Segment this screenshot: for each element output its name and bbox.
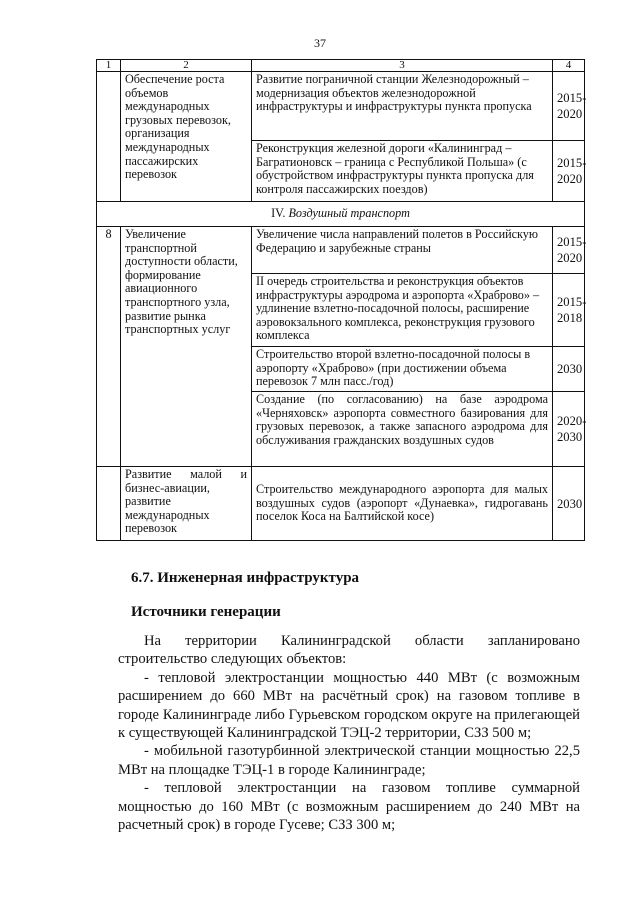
- subheading: Источники генерации: [131, 604, 281, 620]
- measure-cell: Увеличение числа направлений полетов в Российскую Федерацию и зарубежные страны: [252, 227, 553, 274]
- measure-cell: Строительство международного аэропорта для малых воздушных судов (аэропорт «Дунаевка», гидрогавань поселок Коса на Балтийской косе): [252, 467, 553, 541]
- measure-cell: Развитие пограничной станции Железнодорожный – модернизация объектов железнодорожной инфраструктуры и инфраструктуры пункта пропуска: [252, 72, 553, 141]
- table-header-row: [97, 60, 585, 72]
- measure-cell: II очередь строительства и реконструкция объектов инфраструктуры аэродрома и аэропорта «Храброво» – удлинение взлетно-посадочной полосы, расширение аэровокзального комплекса, реконструкция грузового комплекса: [252, 274, 553, 347]
- years-cell: 2015-2020: [553, 72, 585, 141]
- row-number-cell: [97, 72, 121, 202]
- measure-cell: Реконструкция железной дороги «Калининград – Багратионовск – граница с Республикой Польша» (с обустройством инфраструктуры пункта пропуска для контроля пассажирских поездов): [252, 141, 553, 202]
- list-item: - тепловой электростанции мощностью 440 МВт (с возможным расширением до 660 МВт на расчётный срок) на газовом топливе в городе Калининграде либо Гурьевском городском округе на прилегающей к существующей Калининградской ТЭЦ-2 территории, СЗЗ 500 м;: [118, 669, 580, 742]
- section-title-cell: [97, 202, 585, 227]
- section-title: Воздушный транспорт: [288, 206, 410, 221]
- header-cell: 4: [553, 60, 585, 72]
- header-cell: 1: [97, 60, 121, 72]
- table-row: [97, 227, 585, 274]
- years-cell: 2015-2020: [553, 227, 585, 274]
- measure-cell: Создание (по согласованию) на базе аэродрома «Черняховск» аэропорта совместного базирования для грузовых перевозок, а также запасного аэродрома для обслуживания гражданских воздушных судов: [252, 392, 553, 467]
- body-text: [118, 632, 580, 834]
- list-item: - тепловой электростанции на газовом топливе суммарной мощностью до 160 МВт (с возможным расширением до 240 МВт на расчетный срок) в городе Гусеве; СЗЗ 300 м;: [118, 780, 580, 834]
- section-heading: 6.7. Инженерная инфраструктура: [131, 570, 360, 586]
- paragraph-intro: На территории Калининградской области запланировано строительство следующих объектов:: [118, 633, 580, 668]
- row-number-cell: [97, 467, 121, 541]
- list-item: - мобильной газотурбинной электрической станции мощностью 22,5 МВт на площадке ТЭЦ-1 в городе Калининграде;: [118, 743, 580, 778]
- row-number-cell: 8: [97, 227, 121, 467]
- goal-cell: Обеспечение роста объемов международных грузовых перевозок, организация международных пассажирских перевозок: [121, 72, 252, 202]
- table-section-row: [97, 202, 585, 227]
- transport-plan-table: [96, 59, 585, 541]
- header-cell: 2: [121, 60, 252, 72]
- years-cell: 2020-2030: [553, 392, 585, 467]
- measure-cell: Строительство второй взлетно-посадочной полосы в аэропорту «Храброво» (при достижении объема перевозок 7 млн пасс./год): [252, 347, 553, 392]
- page-number: 37: [314, 36, 326, 50]
- table-row: [97, 72, 585, 141]
- years-cell: 2030: [553, 467, 585, 541]
- header-cell: 3: [252, 60, 553, 72]
- goal-cell: Развитие малой и бизнес-авиации, развитие международных перевозок: [121, 467, 252, 541]
- section-roman-numeral: IV.: [271, 206, 286, 221]
- goal-cell: Увеличение транспортной доступности области, формирование авиационного транспортного узла, развитие рынка транспортных услуг: [121, 227, 252, 467]
- years-cell: 2030: [553, 347, 585, 392]
- years-cell: 2015-2018: [553, 274, 585, 347]
- years-cell: 2015-2020: [553, 141, 585, 202]
- table-row: [97, 467, 585, 541]
